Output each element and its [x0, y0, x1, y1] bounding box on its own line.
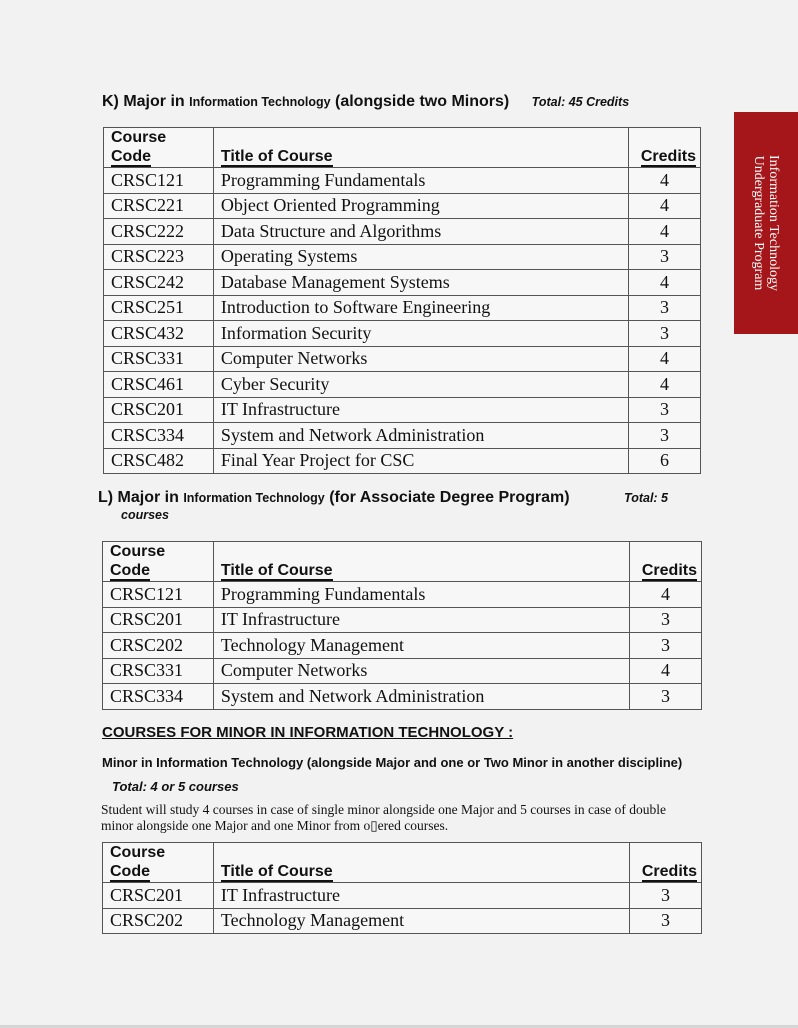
table-row — [104, 423, 701, 449]
header-credits-label: Credits — [641, 863, 697, 880]
credits-cell: 4 — [629, 270, 701, 296]
header-title-label: Title of Course — [220, 148, 333, 165]
credits-cell: 3 — [629, 423, 701, 449]
header-title — [213, 128, 628, 168]
table-row — [103, 633, 702, 659]
course-code-cell: CRSC201 — [103, 607, 214, 633]
credits-cell: 3 — [630, 607, 702, 633]
credits-cell: 4 — [630, 658, 702, 684]
course-title-cell: System and Network Administration — [213, 423, 628, 449]
course-code-cell: CRSC202 — [103, 908, 214, 934]
header-course-label: Course — [110, 844, 166, 861]
credits-cell: 4 — [630, 582, 702, 608]
minor-total: Total: 4 or 5 courses — [112, 779, 239, 794]
header-credits — [629, 128, 701, 168]
side-tab-text — [751, 155, 781, 291]
section-l-prefix: L) Major in — [98, 489, 184, 506]
section-k-heading — [102, 93, 629, 111]
credits-cell: 3 — [629, 397, 701, 423]
header-course-label: Course — [111, 129, 167, 146]
credits-cell: 3 — [629, 295, 701, 321]
section-l-total-cont: courses — [121, 508, 169, 522]
section-k-field: Information Technology — [189, 95, 331, 109]
header-title-label: Title of Course — [220, 562, 333, 579]
section-l-total: Total: 5 — [624, 491, 669, 505]
course-code-cell: CRSC222 — [104, 219, 214, 245]
header-course-code — [104, 128, 214, 168]
credits-cell: 4 — [629, 372, 701, 398]
table-row — [103, 658, 702, 684]
course-code-cell: CRSC461 — [104, 372, 214, 398]
table-row — [104, 346, 701, 372]
course-title-cell: Programming Fundamentals — [213, 582, 629, 608]
credits-cell: 3 — [630, 908, 702, 934]
course-title-cell: Introduction to Software Engineering — [213, 295, 628, 321]
course-title-cell: Object Oriented Programming — [213, 193, 628, 219]
course-title-cell: Cyber Security — [213, 372, 628, 398]
table-row — [104, 448, 701, 474]
course-title-cell: Information Security — [213, 321, 628, 347]
table-row — [104, 397, 701, 423]
minor-subheading — [102, 751, 702, 799]
course-title-cell: Final Year Project for CSC — [213, 448, 628, 474]
side-tab-line1: Information Technology — [766, 154, 781, 292]
header-credits-label: Credits — [640, 148, 696, 165]
course-title-cell: IT Infrastructure — [213, 607, 629, 633]
header-title-label: Title of Course — [220, 863, 333, 880]
course-code-cell: CRSC201 — [103, 883, 214, 909]
course-code-cell: CRSC251 — [104, 295, 214, 321]
header-code-label: Code — [110, 863, 150, 880]
credits-cell: 3 — [630, 684, 702, 710]
table-row — [104, 168, 701, 194]
table-row — [104, 372, 701, 398]
table-row — [103, 607, 702, 633]
course-title-cell: Data Structure and Algorithms — [213, 219, 628, 245]
side-tab — [734, 112, 798, 334]
header-course-code — [103, 542, 214, 582]
table-header-row — [103, 542, 702, 582]
table-row — [103, 908, 702, 934]
table-row — [104, 270, 701, 296]
minor-table — [102, 842, 702, 934]
course-title-cell: System and Network Administration — [213, 684, 629, 710]
course-title-cell: Technology Management — [213, 908, 629, 934]
minor-heading: COURSES FOR MINOR IN INFORMATION TECHNOLOGY : — [102, 724, 514, 741]
credits-cell: 3 — [630, 633, 702, 659]
course-title-cell: IT Infrastructure — [213, 883, 629, 909]
table-row — [104, 295, 701, 321]
course-title-cell: Computer Networks — [213, 346, 628, 372]
table-header-row — [103, 843, 702, 883]
course-code-cell: CRSC331 — [104, 346, 214, 372]
table-row — [103, 883, 702, 909]
table-row — [104, 321, 701, 347]
section-l-suffix: (for Associate Degree Program) — [324, 489, 570, 506]
course-title-cell: IT Infrastructure — [213, 397, 628, 423]
header-code-label: Code — [110, 562, 150, 579]
course-code-cell: CRSC121 — [104, 168, 214, 194]
header-course-label: Course — [110, 543, 166, 560]
header-code-label: Code — [111, 148, 151, 165]
course-title-cell: Operating Systems — [213, 244, 628, 270]
credits-cell: 4 — [629, 168, 701, 194]
credits-cell: 4 — [629, 346, 701, 372]
course-code-cell: CRSC334 — [104, 423, 214, 449]
credits-cell: 4 — [629, 193, 701, 219]
section-l-table — [102, 541, 702, 710]
section-k-total: Total: 45 Credits — [531, 95, 630, 109]
course-code-cell: CRSC201 — [104, 397, 214, 423]
course-code-cell: CRSC334 — [103, 684, 214, 710]
header-title — [213, 542, 629, 582]
course-code-cell: CRSC121 — [103, 582, 214, 608]
course-code-cell: CRSC432 — [104, 321, 214, 347]
course-code-cell: CRSC223 — [104, 244, 214, 270]
table-row — [104, 219, 701, 245]
header-credits-label: Credits — [641, 562, 697, 579]
table-row — [103, 582, 702, 608]
header-course-code — [103, 843, 214, 883]
course-code-cell: CRSC482 — [104, 448, 214, 474]
section-l-field: Information Technology — [183, 491, 325, 505]
table-row — [104, 193, 701, 219]
table-header-row — [104, 128, 701, 168]
table-row — [103, 684, 702, 710]
section-k-prefix: K) Major in — [102, 93, 190, 110]
course-code-cell: CRSC242 — [104, 270, 214, 296]
table-row — [104, 244, 701, 270]
section-k-table — [103, 127, 701, 474]
course-title-cell: Technology Management — [213, 633, 629, 659]
credits-cell: 4 — [629, 219, 701, 245]
minor-paragraph: Student will study 4 courses in case of single minor alongside one Major and 5 courses in case of double minor alongside one Major and one Minor from o▯ered courses. — [101, 802, 667, 833]
minor-subheading-text: Minor in Information Technology (alongside Major and one or Two Minor in another discipline) — [102, 755, 683, 770]
side-tab-line2: Undergraduate Program — [751, 155, 766, 291]
course-title-cell: Computer Networks — [213, 658, 629, 684]
credits-cell: 3 — [629, 321, 701, 347]
course-title-cell: Programming Fundamentals — [213, 168, 628, 194]
section-k-suffix: (alongside two Minors) — [330, 93, 510, 110]
credits-cell: 3 — [629, 244, 701, 270]
credits-cell: 6 — [629, 448, 701, 474]
header-credits — [630, 843, 702, 883]
course-code-cell: CRSC331 — [103, 658, 214, 684]
header-credits — [630, 542, 702, 582]
course-code-cell: CRSC202 — [103, 633, 214, 659]
credits-cell: 3 — [630, 883, 702, 909]
course-code-cell: CRSC221 — [104, 193, 214, 219]
course-title-cell: Database Management Systems — [213, 270, 628, 296]
header-title — [213, 843, 629, 883]
section-l-heading — [98, 489, 668, 507]
